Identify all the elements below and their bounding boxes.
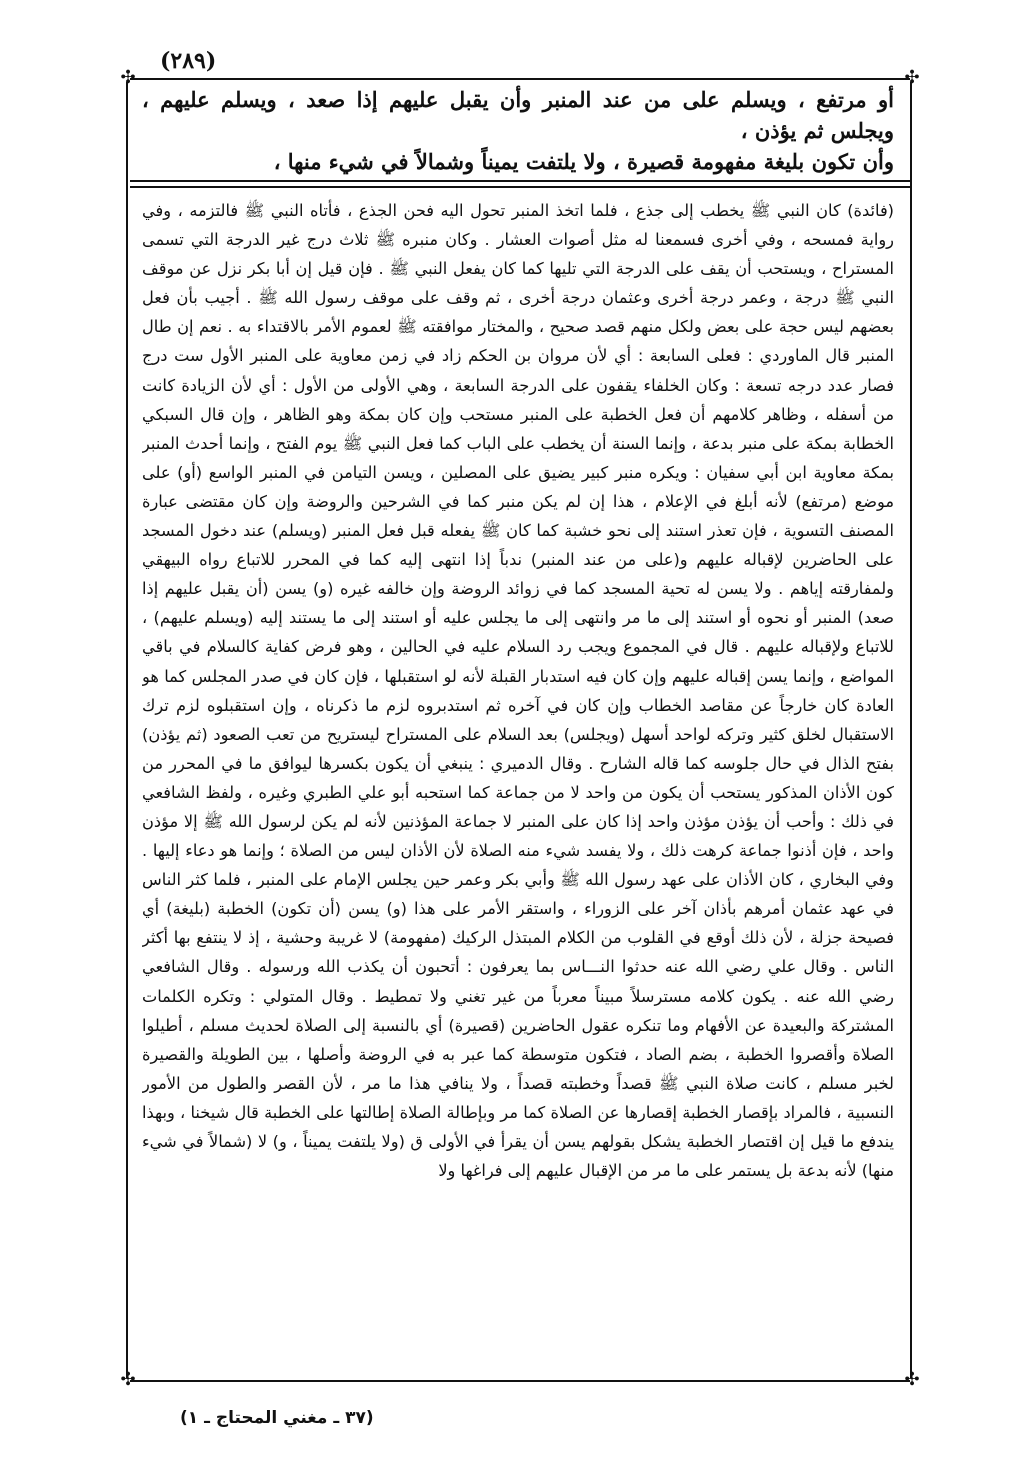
frame-right-rule — [126, 82, 128, 1378]
matn-text — [142, 84, 894, 177]
matn-line: وأن تكون بليغة مفهومة قصيرة ، ولا يلتفت يميناً وشمالاً في شيء منها ، — [273, 149, 894, 174]
matn-line: أو مرتفع ، ويسلم على من عند المنبر وأن يقبل عليهم إذا صعد ، ويسلم عليهم ، ويجلس ثم يؤذن ، — [142, 87, 894, 143]
footer-signature: (٣٧ ـ مغني المحتاج ـ ١) — [180, 1408, 374, 1428]
sharh-paragraph: (فائدة) كان النبي ﷺ يخطب إلى جذع ، فلما اتخذ المنبر تحول اليه فحن الجذع ، فأتاه النبي ﷺ فالتزمه ، وفي رواية فمسحه ، وفي أخرى فسمعنا له مثل أصوات العشار . وكان منبره ﷺ ثلاث درج غير الدرجة التي تسمى المستراح ، ويستحب أن يقف على الدرجة التي تليها كما كان يفعل النبي ﷺ . فإن قيل إن أبا بكر نزل عن موقف النبي ﷺ درجة ، وعمر درجة أخرى وعثمان درجة أخرى ، ثم وقف على موقف رسول الله ﷺ . أجيب بأن فعل بعضهم ليس حجة على بعض ولكل منهم قصد صحيح ، والمختار موافقته ﷺ لعموم الأمر بالاقتداء به . نعم إن طال المنبر قال الماوردي : فعلى السابعة : أي لأن مروان بن الحكم زاد في زمن معاوية على المنبر الأول ست درج فصار عدد درجه تسعة : وكان الخلفاء يقفون على الدرجة السابعة ، وهي الأولى من الأول : أي لأن الزيادة كانت من أسفله ، وظاهر كلامهم أن فعل الخطبة على المنبر مستحب وإن كان بمكة وهو الظاهر ، وإن قال السبكي الخطابة بمكة على منبر بدعة ، وإنما السنة أن يخطب على الباب كما فعل النبي ﷺ يوم الفتح ، وإنما أحدث المنبر بمكة معاوية ابن أبي سفيان : ويكره منبر كبير يضيق على المصلين ، ويسن التيامن في المنبر الواسع (أو) على موضع (مرتفع) لأنه أبلغ في الإعلام ، هذا إن لم يكن منبر كما في الشرحين والروضة وإن كان مقتضى عبارة المصنف التسوية ، فإن تعذر استند إلى نحو خشبة كما كان ﷺ يفعله قبل فعل المنبر (ويسلم) عند دخول المسجد على الحاضرين لإقباله عليهم و(على من عند المنبر) ندباً إذا انتهى إليه كما في المحرر للاتباع رواه البيهقي ولمفارقته إياهم . ولا يسن له تحية المسجد كما في زوائد الروضة وإن خالفه غيره (و) يسن (أن يقبل عليهم إذا صعد) المنبر أو نحوه أو استند إلى ما مر وانتهى إلى ما يجلس عليه أو استند إلى ما يستند إليه (ويسلم عليهم) ، للاتباع ولإقباله عليهم . قال في المجموع ويجب رد السلام عليه في الحالين ، وهو فرض كفاية كالسلام في باقي المواضع ، وإنما يسن إقباله عليهم وإن كان فيه استدبار القبلة لأنه لو استقبلها ، فإن كان في صدر المجلس كما هو العادة كان خارجاً عن مقاصد الخطاب وإن كان في آخره ثم استدبروه لزم ما ذكرناه ، وإن استقبلوه لزم ترك الاستقبال لخلق كثير وتركه لواحد أسهل (ويجلس) بعد السلام على المستراح ليستريح من تعب الصعود (ثم يؤذن) بفتح الذال في حال جلوسه كما قاله الشارح . وقال الدميري : ينبغي أن يكون بكسرها ليوافق ما في المحرر من كون الأذان المذكور يستحب أن يكون من واحد لا من جماعة كما استحبه أبو علي الطبري وغيره ، ولفظ الشافعي في ذلك : وأحب أن يؤذن مؤذن واحد إذا كان على المنبر لا جماعة المؤذنين لأنه لم يكن لرسول الله ﷺ إلا مؤذن واحد ، فإن أذنوا جماعة كرهت ذلك ، ولا يفسد شيء منه الصلاة لأن الأذان ليس من الصلاة ؛ وإنما هو دعاء إليها . وفي البخاري ، كان الأذان على عهد رسول الله ﷺ وأبي بكر وعمر حين يجلس الإمام على المنبر ، فلما كثر الناس في عهد عثمان أمرهم بأذان آخر على الزوراء ، واستقر الأمر على هذا (و) يسن (أن تكون) الخطبة (بليغة) أي فصيحة جزلة ، لأن ذلك أوقع في القلوب من الكلام المبتذل الركيك (مفهومة) لا غريبة وحشية ، إذ لا ينتفع بها أكثر الناس . وقال علي رضي الله عنه حدثوا النـــاس بما يعرفون : أتحبون أن يكذب الله ورسوله . وقال الشافعي رضي الله عنه . يكون كلامه مسترسلاً مبيناً معرباً من غير تغني ولا تمطيط . وقال المتولي : وتكره الكلمات المشتركة والبعيدة عن الأفهام وما تنكره عقول الحاضرين (قصيرة) أي بالنسبة إلى الصلاة لحديث مسلم ، أطيلوا الصلاة وأقصروا الخطبة ، بضم الصاد ، فتكون متوسطة كما عبر به في الروضة وأصلها ، بين الطويلة والقصيرة لخبر مسلم ، كانت صلاة النبي ﷺ قصداً وخطبته قصداً ، ولا ينافي هذا ما مر ، لأن القصر والطول من الأمور النسبية ، فالمراد بإقصار الخطبة إقصارها عن الصلاة كما مر وبإطالة الصلاة إطالتها على الخطبة قال شيخنا ، وبهذا يندفع ما قيل إن اقتصار الخطبة يشكل بقولهم يسن أن يقرأ في الأولى ق (ولا يلتفت يميناً ، و) لا (شمالاً في شيء منها) لأنه بدعة بل يستمر على ما مر من الإقبال عليهم إلى فراغها ولا — [142, 201, 894, 1181]
page-number: (٢٨٩) — [160, 48, 217, 74]
frame-matn-separator-inner — [130, 186, 910, 188]
frame-corner-ornament-icon: ✣ — [120, 1369, 136, 1390]
frame-bottom-rule — [130, 1380, 910, 1382]
frame-corner-ornament-icon: ✣ — [904, 1369, 920, 1390]
frame-matn-separator — [130, 180, 910, 182]
frame-corner-ornament-icon: ✣ — [120, 67, 136, 88]
frame-left-rule — [910, 82, 912, 1378]
frame-top-rule — [130, 78, 910, 80]
sharh-commentary — [142, 196, 894, 1364]
frame-corner-ornament-icon: ✣ — [904, 67, 920, 88]
